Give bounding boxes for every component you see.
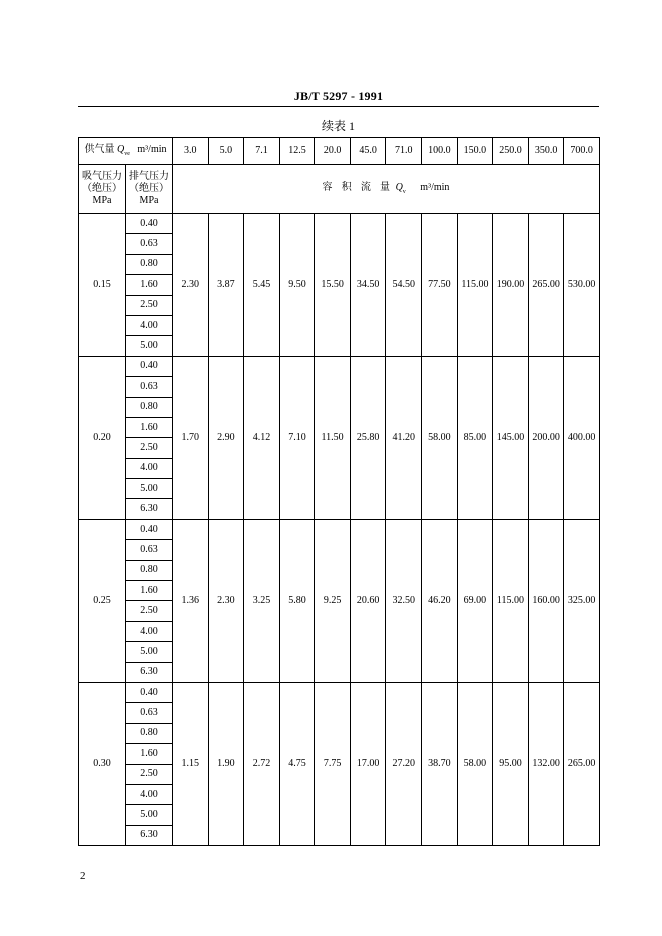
volume-flow-cell: 17.00: [350, 682, 386, 845]
suction-pressure-cell: 0.30: [79, 682, 126, 845]
volume-flow-cell: 132.00: [528, 682, 564, 845]
discharge-pressure-cell: 0.40: [126, 682, 173, 702]
supply-header-row: [79, 138, 600, 165]
volume-flow-cell: 190.00: [493, 214, 529, 357]
suction-pressure-cell: 0.15: [79, 214, 126, 357]
volume-flow-cell: 20.60: [350, 519, 386, 682]
discharge-unit: MPa: [139, 195, 159, 206]
volume-flow-cell: 2.30: [173, 214, 209, 357]
volume-flow-cell: 265.00: [528, 214, 564, 357]
volume-flow-cell: 115.00: [457, 214, 493, 357]
discharge-pressure-cell: 2.50: [126, 295, 173, 315]
suction-pressure-header: [79, 165, 126, 214]
discharge-label-line1: 排气压力: [129, 171, 169, 182]
suction-unit: MPa: [92, 195, 112, 206]
discharge-pressure-cell: 0.80: [126, 560, 173, 580]
table-row: [79, 682, 600, 702]
volume-flow-cell: 3.25: [244, 519, 280, 682]
volume-flow-cell: 530.00: [564, 214, 600, 357]
volume-flow-cell: 265.00: [564, 682, 600, 845]
discharge-pressure-cell: 0.40: [126, 356, 173, 376]
supply-unit: m³/min: [137, 143, 167, 155]
table-caption: 续表 1: [321, 119, 355, 133]
volume-flow-cell: 5.80: [279, 519, 315, 682]
discharge-pressure-cell: 4.00: [126, 621, 173, 641]
supply-value-cell: 700.0: [564, 138, 600, 165]
volume-flow-cell: 11.50: [315, 356, 351, 519]
supply-subscript: ve: [124, 150, 130, 157]
discharge-pressure-cell: 2.50: [126, 764, 173, 784]
volume-flow-cell: 7.75: [315, 682, 351, 845]
discharge-pressure-cell: 0.80: [126, 397, 173, 417]
pressure-header-row: [79, 165, 600, 214]
discharge-pressure-cell: 1.60: [126, 417, 173, 437]
page-number: 2: [80, 870, 86, 882]
discharge-pressure-cell: 6.30: [126, 499, 173, 519]
volume-flow-label: 容 积 流 量: [322, 181, 394, 193]
volume-flow-header: [173, 165, 600, 214]
volume-flow-unit: m³/min: [420, 181, 450, 193]
supply-value-cell: 250.0: [493, 138, 529, 165]
volume-flow-cell: 95.00: [493, 682, 529, 845]
volume-flow-cell: 2.30: [208, 519, 244, 682]
volume-flow-cell: 27.20: [386, 682, 422, 845]
discharge-pressure-cell: 4.00: [126, 315, 173, 335]
volume-flow-cell: 15.50: [315, 214, 351, 357]
volume-flow-cell: 160.00: [528, 519, 564, 682]
suction-pressure-cell: 0.20: [79, 356, 126, 519]
discharge-pressure-cell: 5.00: [126, 479, 173, 499]
volume-flow-cell: 1.90: [208, 682, 244, 845]
volume-flow-cell: 69.00: [457, 519, 493, 682]
supply-header-cell: [79, 138, 173, 165]
volume-flow-cell: 77.50: [422, 214, 458, 357]
volume-flow-symbol: Q: [395, 181, 403, 193]
volume-flow-cell: 58.00: [457, 682, 493, 845]
volume-flow-cell: 325.00: [564, 519, 600, 682]
table-row: [79, 214, 600, 234]
discharge-pressure-cell: 2.50: [126, 438, 173, 458]
discharge-pressure-cell: 5.00: [126, 642, 173, 662]
volume-flow-cell: 25.80: [350, 356, 386, 519]
discharge-pressure-cell: 1.60: [126, 744, 173, 764]
discharge-pressure-cell: 0.80: [126, 723, 173, 743]
table-row: [79, 519, 600, 539]
volume-flow-cell: 4.12: [244, 356, 280, 519]
volume-flow-cell: 38.70: [422, 682, 458, 845]
discharge-pressure-cell: 5.00: [126, 805, 173, 825]
suction-label-line1: 吸气压力: [82, 171, 122, 182]
volume-flow-cell: 46.20: [422, 519, 458, 682]
volume-flow-subscript: v: [402, 188, 406, 195]
supply-value-cell: 12.5: [279, 138, 315, 165]
volume-flow-table: [78, 137, 600, 846]
discharge-pressure-cell: 0.63: [126, 234, 173, 254]
discharge-pressure-cell: 0.63: [126, 377, 173, 397]
volume-flow-cell: 54.50: [386, 214, 422, 357]
discharge-pressure-cell: 5.00: [126, 336, 173, 356]
volume-flow-cell: 9.50: [279, 214, 315, 357]
volume-flow-cell: 200.00: [528, 356, 564, 519]
volume-flow-cell: 9.25: [315, 519, 351, 682]
discharge-pressure-cell: 0.63: [126, 703, 173, 723]
volume-flow-cell: 115.00: [493, 519, 529, 682]
volume-flow-cell: 85.00: [457, 356, 493, 519]
suction-pressure-cell: 0.25: [79, 519, 126, 682]
supply-value-cell: 20.0: [315, 138, 351, 165]
discharge-pressure-cell: 0.63: [126, 540, 173, 560]
volume-flow-cell: 34.50: [350, 214, 386, 357]
discharge-pressure-cell: 1.60: [126, 581, 173, 601]
discharge-pressure-cell: 2.50: [126, 601, 173, 621]
supply-value-cell: 100.0: [422, 138, 458, 165]
volume-flow-cell: 4.75: [279, 682, 315, 845]
volume-flow-cell: 1.70: [173, 356, 209, 519]
volume-flow-cell: 145.00: [493, 356, 529, 519]
supply-value-cell: 3.0: [173, 138, 209, 165]
volume-flow-cell: 7.10: [279, 356, 315, 519]
standard-code: JB/T 5297 - 1991: [293, 89, 384, 103]
volume-flow-cell: 5.45: [244, 214, 280, 357]
supply-label: 供气量: [84, 143, 115, 155]
volume-flow-cell: 41.20: [386, 356, 422, 519]
discharge-pressure-cell: 4.00: [126, 784, 173, 804]
volume-flow-cell: 1.15: [173, 682, 209, 845]
supply-value-cell: 150.0: [457, 138, 493, 165]
volume-flow-cell: 3.87: [208, 214, 244, 357]
supply-value-cell: 7.1: [244, 138, 280, 165]
supply-value-cell: 350.0: [528, 138, 564, 165]
volume-flow-cell: 2.72: [244, 682, 280, 845]
volume-flow-cell: 400.00: [564, 356, 600, 519]
discharge-pressure-cell: 1.60: [126, 275, 173, 295]
supply-value-cell: 45.0: [350, 138, 386, 165]
volume-flow-cell: 2.90: [208, 356, 244, 519]
volume-flow-cell: 32.50: [386, 519, 422, 682]
supply-symbol: Q: [116, 143, 125, 155]
header-rule: [78, 106, 599, 107]
volume-flow-cell: 1.36: [173, 519, 209, 682]
suction-label-line2: （绝压）: [82, 183, 122, 194]
table-row: [79, 356, 600, 376]
supply-value-cell: 71.0: [386, 138, 422, 165]
discharge-pressure-cell: 0.40: [126, 519, 173, 539]
volume-flow-cell: 58.00: [422, 356, 458, 519]
discharge-pressure-cell: 4.00: [126, 458, 173, 478]
supply-value-cell: 5.0: [208, 138, 244, 165]
discharge-pressure-cell: 0.40: [126, 214, 173, 234]
discharge-pressure-cell: 0.80: [126, 254, 173, 274]
discharge-pressure-cell: 6.30: [126, 825, 173, 845]
discharge-pressure-cell: 6.30: [126, 662, 173, 682]
discharge-pressure-header: [126, 165, 173, 214]
discharge-label-line2: （绝压）: [129, 183, 169, 194]
